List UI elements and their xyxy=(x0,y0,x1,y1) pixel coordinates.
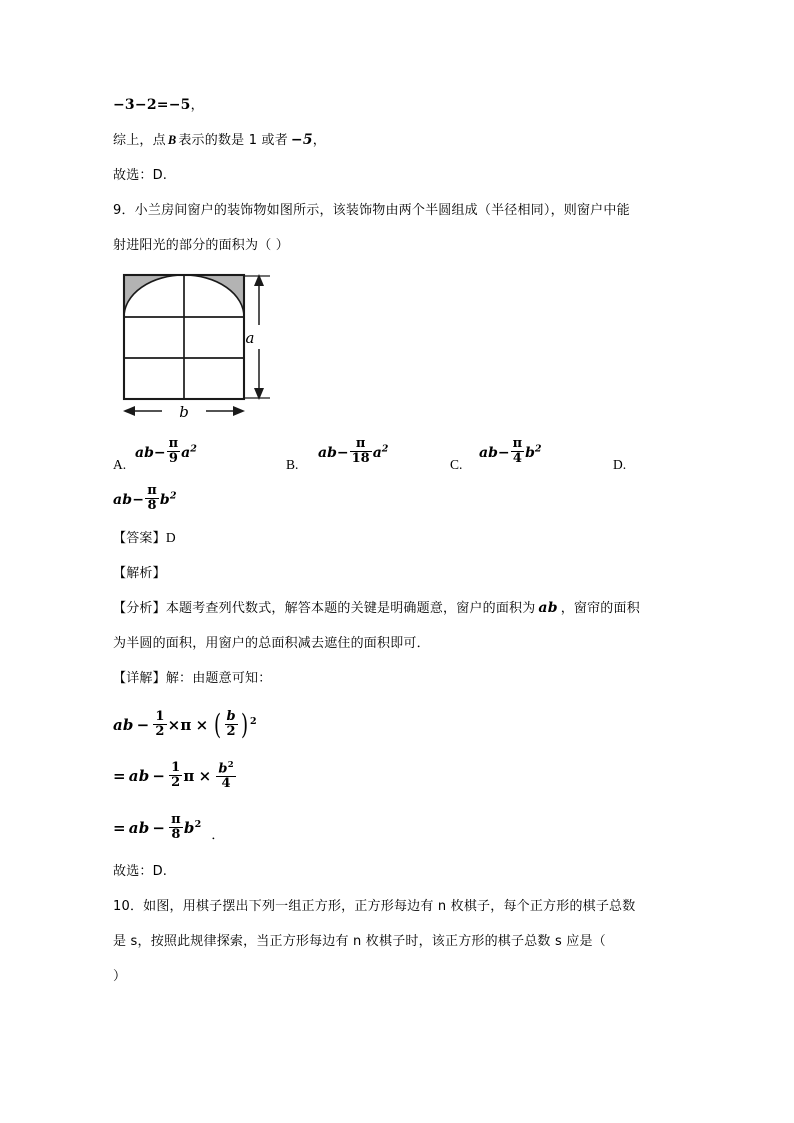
analysis-line-1 xyxy=(113,591,681,626)
prev-choice-text: 故选：D. xyxy=(113,168,168,183)
question10-number: 10． xyxy=(113,898,144,914)
option-b-expression: ab− $\frac{\pi}{18}$ $a^2$ xyxy=(318,436,389,467)
question10-stem-text-1: 如图，用棋子摆出下列一组正方形，正方形每边有 n 枚棋子，每个正方形的棋子总数 xyxy=(143,898,636,914)
paren-close: ) xyxy=(240,707,248,741)
solution-step-3: = ab − $\frac{\pi}{8}$ $b^2$． xyxy=(113,812,225,843)
paren-open: ( xyxy=(214,707,222,741)
dimension-arrow-a xyxy=(254,274,264,400)
question10-stem-line3 xyxy=(113,959,681,994)
window-decoration-figure xyxy=(118,269,681,421)
answer-line xyxy=(113,517,681,556)
prev-equation-line xyxy=(113,88,681,123)
question9-stem-text-1: 小兰房间窗户的装饰物如图所示，该装饰物由两个半圆组成（半径相同），则窗户中能 xyxy=(134,203,630,218)
fraction: $\frac{\pi}{8}$ xyxy=(147,483,157,514)
period: ． xyxy=(211,827,225,843)
question10-stem-text-3: ） xyxy=(113,968,127,984)
analysis-text-3: 为半圆的面积，用窗户的总面积减去遮住的面积即可． xyxy=(113,635,430,651)
analysis-tag: 【分析】 xyxy=(113,600,166,616)
question10-stem-line1 xyxy=(113,889,681,924)
fraction: $\frac{\pi}{9}$ xyxy=(168,436,179,467)
option-b-label[interactable]: B. xyxy=(286,457,299,472)
conclusion-middle: 表示的数是 1 或者 xyxy=(178,133,288,148)
explanation-tag: 【解析】 xyxy=(113,565,166,581)
pi-symbol: π xyxy=(183,766,195,785)
option-c-expression: ab− $\frac{\pi}{4}$ $b^2$ xyxy=(479,436,542,467)
conclusion-value: −5 xyxy=(290,132,313,148)
option-d-label[interactable]: D. xyxy=(613,457,627,472)
option-a-label[interactable]: A. xyxy=(113,457,127,472)
solution-step-1: ab − $\frac{1}{2}$ ×π × ( $\frac{b}{2}$ ) $^2$ xyxy=(113,696,681,752)
window-figure-svg xyxy=(118,269,388,421)
question10-stem-text-2: 是 s，按照此规律探索，当正方形每边有 n 枚棋子时，该正方形的棋子总数 s 应是（ xyxy=(113,933,606,949)
point-variable: B xyxy=(167,133,177,147)
analysis-text-2: 窗帘的面积 xyxy=(573,600,640,616)
detail-header-line xyxy=(113,661,681,696)
fraction-b-over-2: $\frac{b}{2}$ xyxy=(226,709,236,740)
analysis-inline-math: ab xyxy=(538,599,558,616)
comma: ， xyxy=(190,98,204,113)
option-d-expression-line xyxy=(113,475,681,517)
fraction-pi-over-8: $\frac{\pi}{8}$ xyxy=(171,812,181,843)
detail-tag: 【详解】 xyxy=(113,670,166,686)
question9-stem-text-2: 射进阳光的部分的面积为（ ） xyxy=(113,238,289,253)
answer-value: D xyxy=(165,529,176,545)
option-a-expression: ab− $\frac{\pi}{9}$ $a^2$ xyxy=(135,436,197,467)
solution-step-2: = ab − $\frac{1}{2}$ π × $\frac{b^2}{4}$ xyxy=(113,759,234,791)
explanation-header xyxy=(113,556,681,591)
final-choice-text: 故选：D. xyxy=(113,863,168,879)
analysis-line-2 xyxy=(113,626,681,661)
question9-final-choice xyxy=(113,854,681,889)
dimension-label-a: a xyxy=(245,329,255,347)
answer-tag: 【答案】 xyxy=(113,530,166,546)
question9-stem-line2 xyxy=(113,228,681,263)
option-d-expression: ab− $\frac{\pi}{8}$ $b^2$ xyxy=(113,483,177,514)
dimension-label-b: b xyxy=(179,403,189,421)
option-c-label[interactable]: C. xyxy=(450,457,463,472)
pi-symbol: π xyxy=(180,715,192,734)
comma: ， xyxy=(560,600,574,616)
prev-choice-line xyxy=(113,158,681,193)
document-content xyxy=(113,88,681,994)
fraction-one-half: $\frac{1}{2}$ xyxy=(171,760,181,791)
comma: ， xyxy=(312,133,326,148)
detail-lead-text: 解：由题意可知： xyxy=(165,670,272,686)
conclusion-prefix: 综上，点 xyxy=(113,133,166,148)
prev-conclusion-line xyxy=(113,123,681,158)
question9-options-row-1 xyxy=(113,421,681,475)
question9-stem-line1 xyxy=(113,193,681,228)
fraction: $\frac{\pi}{18}$ xyxy=(351,436,370,467)
fraction-bsq-over-4: $\frac{b^2}{4}$ xyxy=(218,759,234,791)
question9-number: 9． xyxy=(113,203,135,218)
prev-equation: −3−2=−5 xyxy=(113,97,191,113)
fraction: $\frac{\pi}{4}$ xyxy=(512,436,523,467)
fraction-one-half: $\frac{1}{2}$ xyxy=(155,709,165,740)
question10-stem-line2 xyxy=(113,924,681,959)
analysis-text-1: 本题考查列代数式，解答本题的关键是明确题意，窗户的面积为 xyxy=(165,600,536,616)
